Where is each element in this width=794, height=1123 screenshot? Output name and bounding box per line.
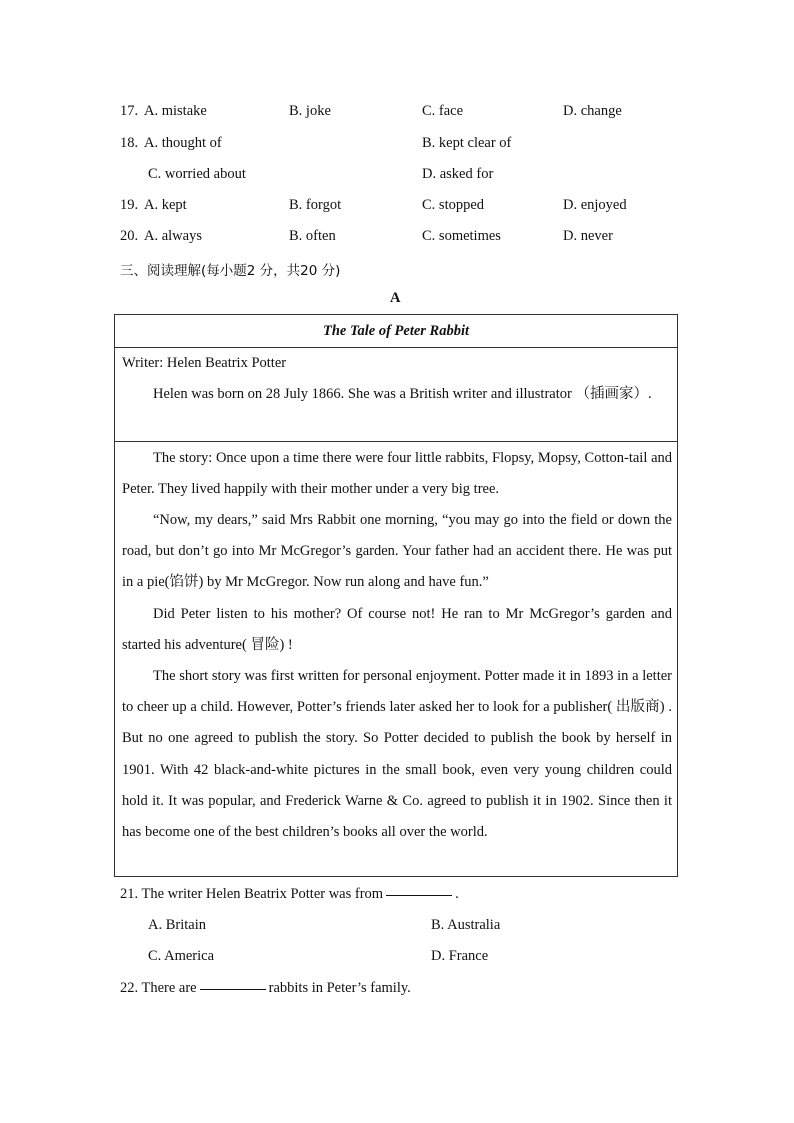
- option-c: C. worried about: [148, 166, 246, 182]
- option-a: A. Britain: [148, 917, 206, 933]
- question-22-text: 22. There are: [120, 980, 197, 996]
- story-paragraph-4: The short story was first written for personal enjoyment. Potter made it in 1893 in a letter to cheer up a child. However, Potter’s friends later asked her to look for a publisher( 出版商) . But no one agreed to publish the story. So Potter decided to publish the book by herself in 1901. With 42 black-and-white pictures in the small book, even very young children could hold it. It was popular, and Frederick Warne & Co. agreed to publish it in 1902. Since then it has become one of the best children’s books all over the world.: [122, 668, 672, 841]
- section-heading: 三、阅读理解(每小题2 分，共20 分): [120, 263, 341, 279]
- option-c: C. sometimes: [422, 228, 501, 244]
- story-paragraph-2: “Now, my dears,” said Mrs Rabbit one morning, “you may go into the field or down the road, but don’t go into Mr McGregor’s garden. Your father had an accident there. He was put in a pie(馅饼) by Mr McGregor. Now run along and have fun.”: [122, 512, 672, 591]
- option-b: B. kept clear of: [422, 135, 512, 151]
- option-d: D. never: [563, 228, 613, 244]
- passage-title: The Tale of Peter Rabbit: [115, 315, 677, 348]
- question-21-end: .: [455, 886, 459, 902]
- option-c: C. stopped: [422, 197, 485, 213]
- writer-line: Writer: Helen Beatrix Potter: [122, 355, 287, 371]
- answer-blank[interactable]: [200, 988, 266, 990]
- option-d: D. change: [563, 103, 622, 119]
- option-d: D. asked for: [422, 166, 494, 182]
- story-paragraph-1: The story: Once upon a time there were four little rabbits, Flopsy, Mopsy, Cotton-tail and Peter. They lived happily with their mother under a very big tree.: [122, 450, 672, 498]
- question-number: 18.: [120, 135, 139, 151]
- question-21: [120, 886, 459, 903]
- option-b: B. Australia: [431, 917, 501, 933]
- passage-label: A: [390, 290, 401, 306]
- option-b: B. often: [289, 228, 336, 244]
- story-paragraph-3: Did Peter listen to his mother? Of course not! He ran to Mr McGregor’s garden and started his adventure( 冒险) !: [122, 606, 672, 654]
- option-d: D. enjoyed: [563, 197, 627, 213]
- question-21-text: 21. The writer Helen Beatrix Potter was from: [120, 886, 384, 902]
- option-a: A. kept: [144, 197, 187, 213]
- writer-info: [115, 347, 677, 442]
- question-22-end: rabbits in Peter’s family.: [268, 980, 411, 996]
- option-b: B. forgot: [289, 197, 342, 213]
- question-number: 17.: [120, 103, 139, 119]
- question-number: 20.: [120, 228, 139, 244]
- passage-box: [114, 314, 678, 877]
- question-22: [120, 980, 411, 997]
- option-c: C. America: [148, 948, 215, 964]
- option-a: A. mistake: [144, 103, 207, 119]
- option-a: A. always: [144, 228, 202, 244]
- option-a: A. thought of: [144, 135, 222, 151]
- option-c: C. face: [422, 103, 464, 119]
- option-d: D. France: [431, 948, 489, 964]
- answer-blank[interactable]: [386, 894, 452, 896]
- writer-bio: Helen was born on 28 July 1866. She was a British writer and illustrator （插画家）.: [153, 386, 652, 402]
- question-number: 19.: [120, 197, 139, 213]
- option-b: B. joke: [289, 103, 331, 119]
